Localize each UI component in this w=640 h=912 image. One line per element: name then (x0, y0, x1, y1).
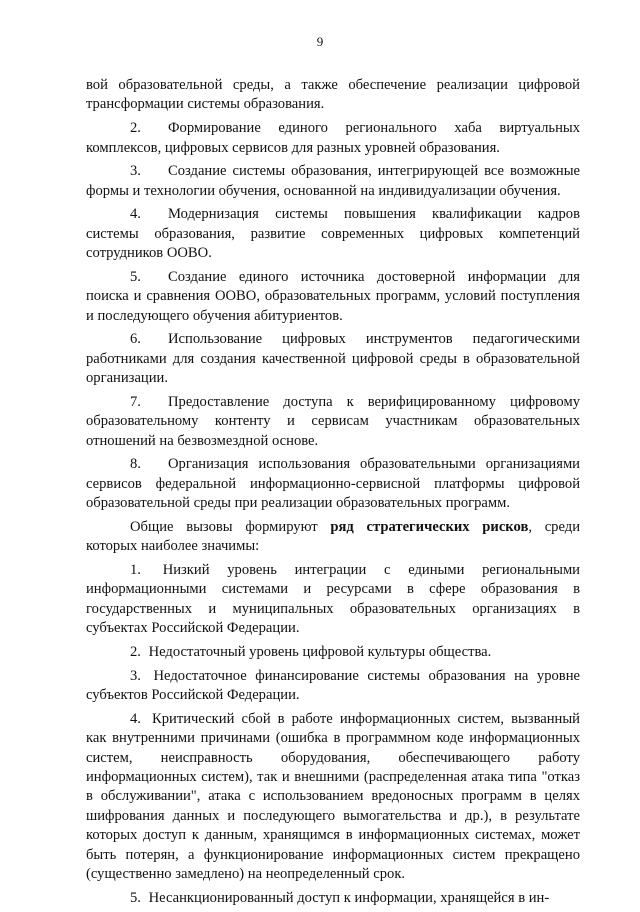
measure-number: 8. (130, 456, 141, 473)
measure-item (86, 205, 580, 263)
measure-item (86, 393, 580, 451)
measure-item (86, 455, 580, 513)
measure-number: 6. (130, 331, 141, 348)
risk-text: Низкий уровень интеграции с едиными региональными информационными системами и ресурсами в сфере образования в государственных и муниципальных образовательных организациях в субъектах Российской Федерации. (86, 562, 580, 637)
risks-intro-before: Общие вызовы формируют (130, 518, 331, 535)
measure-number: 4. (130, 206, 141, 223)
measure-item (86, 119, 580, 158)
risks-intro (86, 518, 580, 557)
risk-item (86, 667, 580, 706)
measure-item (86, 162, 580, 201)
measure-number: 5. (130, 268, 141, 285)
risk-number: 4. (130, 710, 141, 727)
risk-item (86, 889, 580, 908)
risk-item (86, 561, 580, 639)
measure-text: Формирование единого регионального хаба виртуальных комплексов, цифровых сервисов для разных уровней образования. (86, 120, 580, 156)
risks-intro-bold: ряд стратегических рисков (330, 518, 529, 535)
measure-item (86, 268, 580, 326)
measure-text: Организация использования образовательными организациями сервисов федеральной информационно-сервисной платформы цифровой образовательной среды при реализации образовательных программ. (86, 456, 580, 512)
risk-text: Несанкционированный доступ к информации, хранящейся в ин- (148, 889, 550, 906)
risk-number: 2. (130, 643, 141, 660)
risk-text: Недостаточное финансирование системы образования на уровне субъектов Российской Федерации. (86, 667, 580, 704)
page-number: 9 (316, 34, 324, 49)
measure-text: Предоставление доступа к верифицированному цифровому образовательному контенту и сервисам участникам образовательных отношений на безвозмездной основе. (86, 393, 580, 449)
measure-text: Модернизация системы повышения квалификации кадров системы образования, развитие современных цифровых компетенций сотрудников ООВО. (86, 206, 580, 262)
measure-text: Использование цифровых инструментов педагогическими работниками для создания качественной цифровой среды в образовательной организации. (86, 331, 580, 387)
risk-item (86, 643, 580, 662)
risk-item (86, 710, 580, 885)
risk-number: 3. (130, 667, 141, 684)
measure-number: 7. (130, 393, 141, 410)
risks-intro-after: , среди которых наиболее значимы: (86, 518, 581, 555)
risk-text: Критический сбой в работе информационных систем, вызванный как внутренними причинами (ошибка в программном коде информационных систем, неисправность оборудования, обеспечивающего работу информационных систем), так и внешними (распределенная атака типа "отказ в обслуживании", атака с использованием вредоносных программ в целях шифрования данных и последующего вымогательства и др.), в результате которых доступ к данным, хранящимся в информационных системах, может быть потерян, а функционирование информационных систем прекращено (существенно замедлено) на неопределенный срок. (86, 710, 580, 882)
body-text (86, 76, 580, 912)
risk-number: 1. (130, 562, 141, 579)
intro-fragment: вой образовательной среды, а также обеспечение реализации цифровой трансформации системы образования. (86, 77, 580, 113)
risk-text: Недостаточный уровень цифровой культуры общества. (148, 643, 492, 660)
measure-text: Создание системы образования, интегрирующей все возможные формы и технологии обучения, основанной на индивидуализации обучения. (86, 163, 580, 199)
measure-number: 2. (130, 120, 141, 137)
measure-number: 3. (130, 163, 141, 180)
risk-number: 5. (130, 889, 141, 906)
measure-text: Создание единого источника достоверной информации для поиска и сравнения ООВО, образовательных программ, условий поступления и последующего обучения абитуриентов. (86, 268, 580, 324)
measure-item (86, 330, 580, 388)
